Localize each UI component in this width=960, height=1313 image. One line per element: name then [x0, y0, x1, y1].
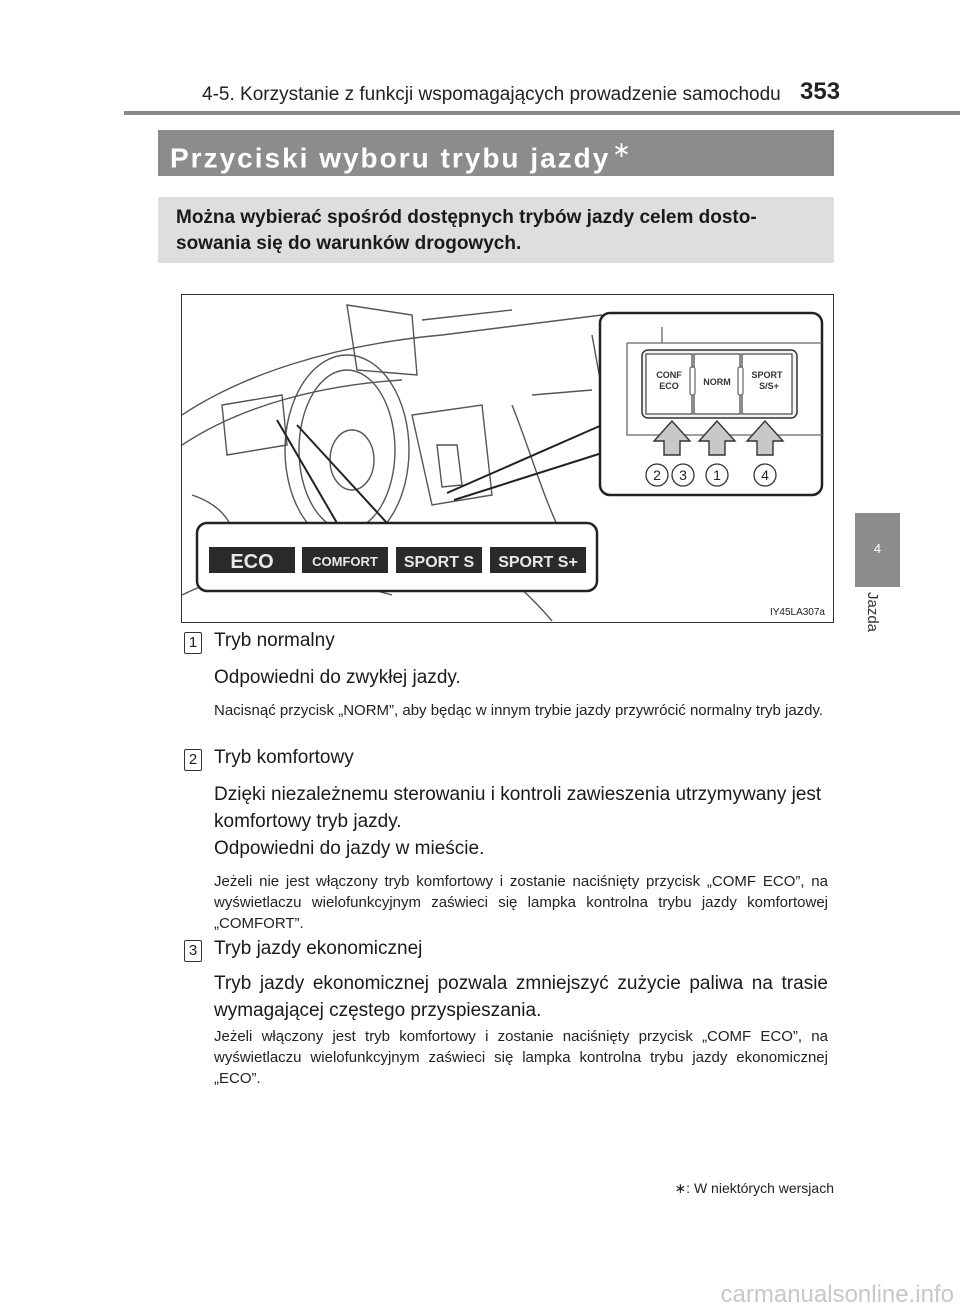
item-title: Tryb komfortowy [214, 747, 354, 768]
callout-label: 4 [761, 467, 769, 483]
asterisk-icon: ∗ [612, 137, 633, 162]
sport-s-plus-indicator-text: SPORT S+ [498, 554, 578, 571]
section-title-bar [158, 130, 834, 176]
section-title-text: Przyciski wyboru trybu jazdy [170, 142, 611, 174]
chapter-number: 4 [873, 541, 882, 556]
callout-label: 2 [653, 467, 661, 483]
press-arrows [654, 421, 783, 455]
item-title: Tryb jazdy ekonomicznej [214, 938, 423, 959]
item-description: Dzięki niezależnemu sterowaniu i kontroli zawieszenia utrzymywany jest komfortowy tryb jazdy. [214, 784, 822, 832]
norm-label: NORM [703, 377, 731, 387]
dashboard-illustration [182, 295, 833, 622]
conf-eco-label-line1: CONF [656, 370, 682, 380]
dashboard-figure [181, 294, 834, 623]
item-number: 3 [184, 940, 202, 962]
comfort-indicator-text: COMFORT [312, 554, 378, 569]
sport-label-line1: SPORT [751, 370, 783, 380]
sport-s-indicator-text: SPORT S [403, 554, 475, 571]
intro-box [158, 197, 834, 263]
item-description: Tryb jazdy ekonomicznej pozwala zmniejszyć zużycie paliwa na trasie wymagającej częstego przyspieszania. [214, 973, 828, 1021]
section-title [170, 137, 633, 174]
callout-label: 1 [713, 467, 721, 483]
item-note: Jeżeli włączony jest tryb komfortowy i zostanie naciśnięty przycisk „COMF ECO”, na wyświetlaczu wielofunkcyjnym zaświeci się lampka kontrolna trybu jazdy ekonomicznej „ECO”. [214, 1028, 828, 1087]
intro-text: Można wybierać spośród dostępnych trybów jazdy celem dosto-sowania się do warunków drogowych. [176, 207, 757, 254]
footnote: ∗: W niektórych wersjach [674, 1180, 834, 1196]
item-note: Nacisnąć przycisk „NORM”, aby będąc w innym trybie jazdy przywrócić normalny tryb jazdy. [214, 702, 824, 719]
figure-code: IY45LA307a [769, 607, 825, 618]
sport-label-line2: S/S+ [759, 381, 779, 391]
header-rule [124, 111, 960, 115]
running-header-title: 4-5. Korzystanie z funkcji wspomagających prowadzenie samochodu [202, 84, 781, 105]
callout-label: 3 [679, 467, 687, 483]
watermark: carmanualsonline.info [720, 1281, 954, 1308]
eco-indicator-text: ECO [230, 551, 274, 573]
item-note: Jeżeli nie jest włączony tryb komfortowy i zostanie naciśnięty przycisk „COMF ECO”, na wyświetlaczu wielofunkcyjnym zaświeci się lampka kontrolna trybu jazdy komfortowej „COMFORT”. [214, 873, 828, 932]
button-divider [738, 367, 743, 395]
steering-wheel-outline [285, 355, 409, 545]
item-description: Odpowiedni do jazdy w mieście. [214, 838, 485, 859]
item-description: Odpowiedni do zwykłej jazdy. [214, 667, 461, 688]
page-number: 353 [800, 78, 841, 105]
item-number: 1 [184, 632, 202, 654]
button-divider [690, 367, 695, 395]
chapter-tab[interactable] [855, 513, 900, 587]
conf-eco-label-line2: ECO [659, 381, 679, 391]
item-number: 2 [184, 749, 202, 771]
item-title: Tryb normalny [214, 630, 335, 651]
chapter-label: Jazda [864, 592, 881, 633]
instrument-cluster-outline [222, 395, 287, 455]
